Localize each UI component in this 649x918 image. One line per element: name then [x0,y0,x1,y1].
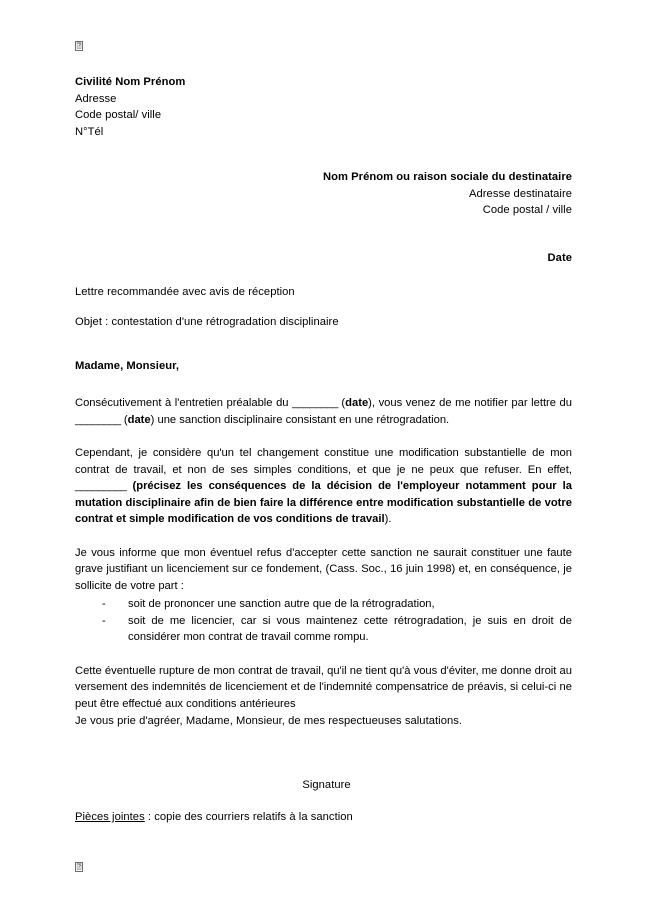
missing-glyph-top-char: ⍰ [76,42,82,50]
sender-postal-city: Code postal/ ville [75,109,162,121]
date-label: Date [547,252,572,264]
sender-address: Adresse [75,92,117,105]
signature-label: Signature [302,779,351,791]
p1-text-c: ), vous venez de me notifier par lettre du [368,397,572,409]
recipient-name: Nom Prénom ou raison sociale du destinataire [322,171,572,183]
paragraph-1 [75,395,572,428]
missing-glyph-bottom-char: ⍰ [76,863,82,871]
signature-area [0,777,649,794]
p1-text-a: Consécutivement à l'entretien préalable du [75,397,293,409]
list-item [102,596,572,613]
p1-blank-date-2: ________ [75,413,121,426]
list-dash-icon: - [102,598,106,610]
demands-list [75,596,572,646]
p1-blank-date-1: ________ [292,397,338,409]
closing-formula: Je vous prie d'agréer, Madame, Monsieur, de mes respectueuses salutations. [75,715,463,727]
p2-bold-instruction: précisez les conséquences de la décision de l'employeur notamment pour la mutation disciplinaire afin de bien faire la différence entre modification substantielle de votre contrat et simple modification de vos conditions de travail [75,480,572,525]
list-item [102,613,572,646]
recipient-address-block [152,169,572,219]
missing-glyph-marker-top [75,41,83,51]
p2-text-a: Cependant, je considère qu'un tel changement constitue une modification substantielle de mon contrat de travail, et non de ses simples conditions, et que je ne peux que refuser. En effet, [75,447,572,476]
paragraph-2 [75,445,572,528]
letter-body [75,395,572,729]
attachments-label: Pièces jointes [75,811,145,823]
sender-name: Civilité Nom Prénom [75,76,186,88]
p1-bold-date-2: date [127,413,151,426]
sender-address-block [75,74,375,140]
registered-mail-notice: Lettre recommandée avec avis de réception [75,286,295,298]
p1-text-d: ( [120,413,128,426]
attachments-line [75,809,535,826]
recipient-address: Adresse destinataire [469,187,572,200]
paragraph-4: Cette éventuelle rupture de mon contrat de travail, qu'il ne tient qu'à vous d'éviter, me donne droit au versement des indemnités de licenciement et de l'indemnité compensatrice de préavis, si celui-ci ne peut être effectué aux conditions antérieures [75,664,572,710]
salutation: Madame, Monsieur, [75,360,180,372]
paragraph-3: Je vous informe que mon éventuel refus d'accepter cette sanction ne saurait constituer une faute grave justifiant un licenciement sur ce fondement, (Cass. Soc., 16 juin 1998) et, en conséquence, je sollicite de votre part : [75,546,572,592]
list-dash-icon: - [102,614,106,627]
list-item-text: soit de prononcer une sanction autre que de la rétrogradation, [128,598,435,610]
object-line: Objet : contestation d'une rétrogradation disciplinaire [75,316,339,328]
sender-phone: N°Tél [75,125,104,138]
p2-text-c: ). [384,513,392,525]
p2-blank: _________ [75,480,127,492]
p1-bold-date-1: date [345,397,369,409]
attachments-value: copie des courriers relatifs à la sanction [154,811,353,823]
p1-text-b: ( [337,397,346,409]
list-item-text: soit de me licencier, car si vous maintenez cette rétrogradation, je suis en droit de considérer mon contrat de travail comme rompu. [128,614,572,643]
recipient-postal-city: Code postal / ville [482,204,572,216]
p2-text-b: ( [126,480,137,492]
p1-text-e: ) une sanction disciplinaire consistant en une rétrogradation. [150,413,450,426]
missing-glyph-marker-bottom [75,862,83,872]
attachments-separator: : [144,811,155,823]
